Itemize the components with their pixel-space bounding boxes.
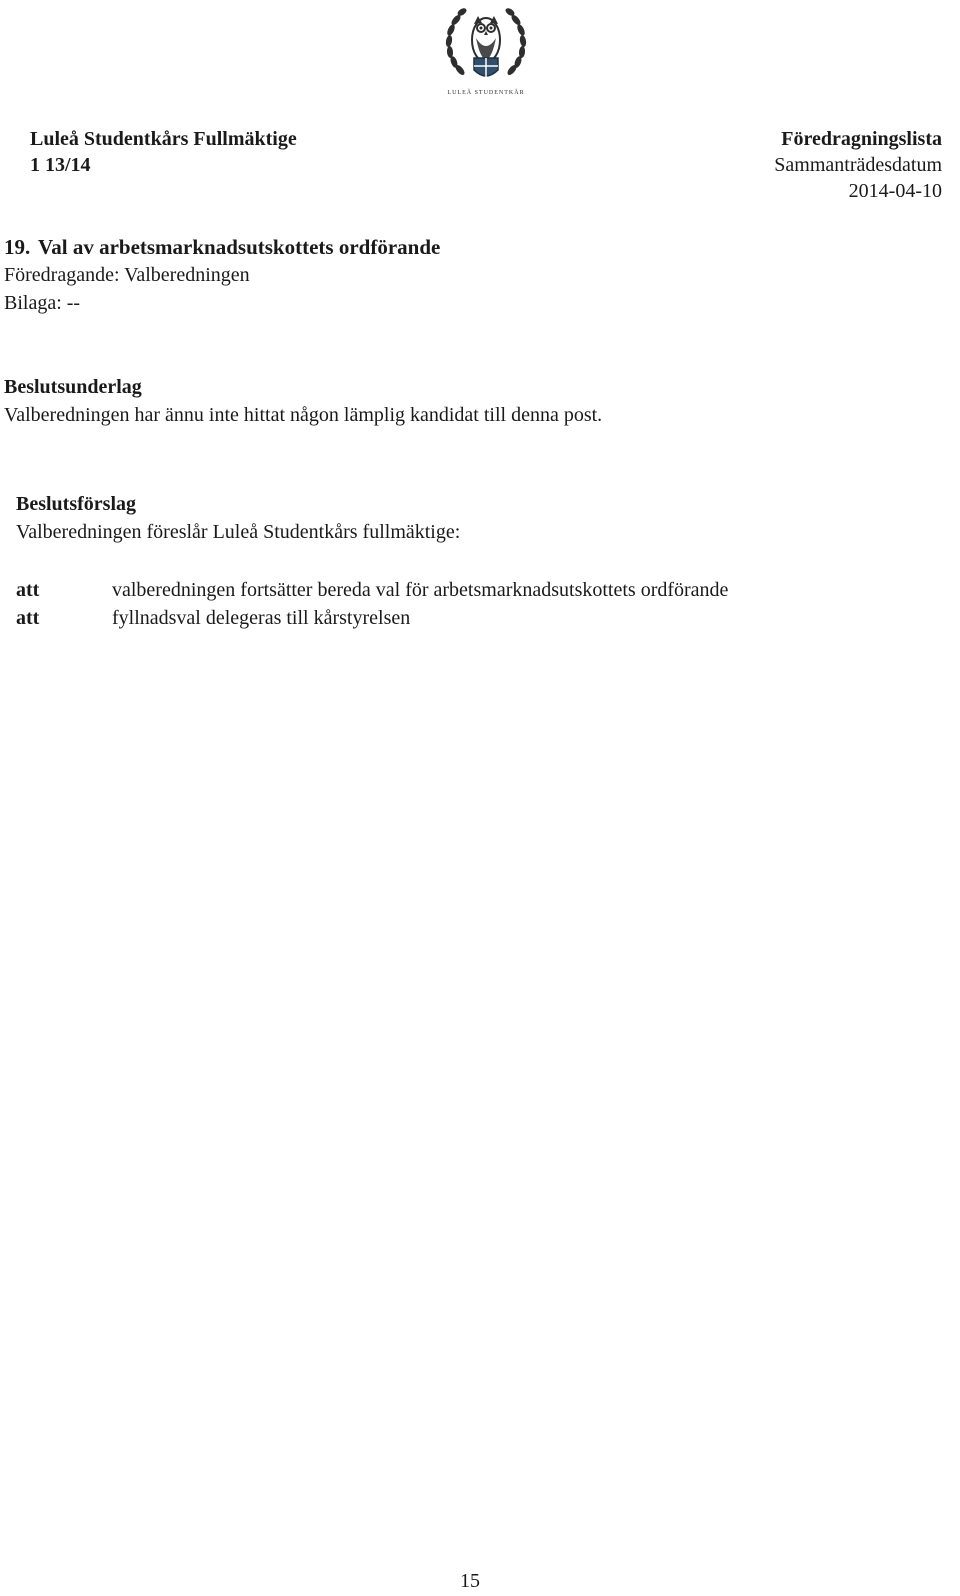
meeting-number: 1 13/14 (30, 154, 91, 176)
date-label: Sammanträdesdatum (774, 154, 942, 176)
page-number: 15 (460, 1570, 480, 1592)
decision-label: att (16, 579, 40, 601)
beslutsforslag-heading: Beslutsförslag (16, 493, 136, 515)
owl-wreath-icon (440, 2, 532, 98)
attachment: Bilaga: -- (4, 292, 81, 314)
agenda-item-title (4, 234, 440, 260)
document-type: Föredragningslista (781, 128, 942, 150)
agenda-item-heading: Val av arbetsmarknadsutskottets ordförande (38, 235, 441, 259)
presenter: Föredragande: Valberedningen (4, 264, 250, 286)
svg-text:LULEÅ STUDENTKÅR: LULEÅ STUDENTKÅR (447, 90, 525, 96)
org-name: Luleå Studentkårs Fullmäktige (30, 128, 297, 150)
decision-text: valberedningen fortsätter bereda val för arbetsmarknadsutskottets ordförande (112, 579, 729, 601)
decision-text: fyllnadsval delegeras till kårstyrelsen (112, 607, 411, 629)
meeting-date: 2014-04-10 (848, 180, 942, 202)
luleå-studentkår-logo (440, 2, 532, 98)
decision-item (16, 576, 728, 604)
beslutsforslag-text: Valberedningen föreslår Luleå Studentkårs fullmäktige: (16, 521, 461, 543)
decision-list (16, 576, 728, 632)
header-right (774, 126, 942, 204)
header-left (30, 126, 297, 178)
agenda-item-number: 19. (4, 235, 31, 259)
decision-label: att (16, 607, 40, 629)
beslutsunderlag-heading: Beslutsunderlag (4, 376, 142, 398)
beslutsunderlag-text: Valberedningen har ännu inte hittat någon lämplig kandidat till denna post. (4, 404, 603, 426)
decision-item (16, 604, 728, 632)
